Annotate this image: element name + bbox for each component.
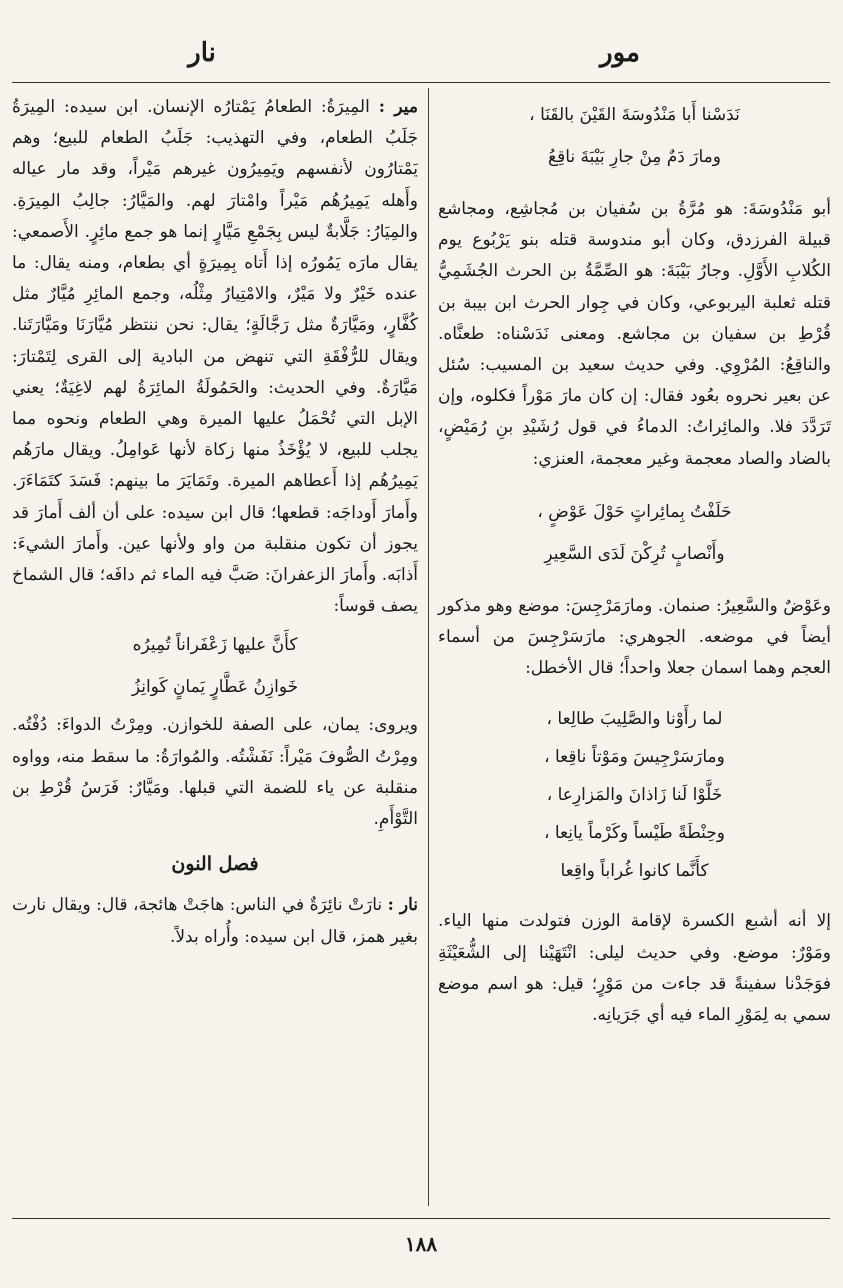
right-column [438,92,831,1031]
spacer [438,684,831,698]
verse-line: كأَنَّما كانوا غُراباً واقِعا [560,861,709,882]
entry-paragraph: وعَوْضٌ والسَّعِيرُ: صنمان. ومارَمَرْجِسَ: موضع وهو مذكور أيضاً في موضعه. الجوهري: مارَسَرْجِسَ من أسماء العجم وهما اسمان جعلا واحداً؛ قال الأخطل: [438,595,831,679]
verse-line: كأَنَّ عليها زَعْفَراناً تُمِيرُه [132,635,298,656]
header-rule [12,82,830,83]
entry-paragraph: ويروى: يمان، على الصفة للخوازن. ومِرْتُ الدواءَ: دُفْتُه. ومِرْتُ الصُّوفَ مَيْراً: نَفَشْتُه. والمُوارَةُ: ما سقط منه، وواوه منقلبة عن ياء للضمة التي قبلها. ومَيَّارٌ: فَرَسُ قُرْطِ بن التَّوْأَمِ. [12,715,418,830]
spacer [438,577,831,591]
verse-line: خَلَّوْا لَنا زَاذانَ والمَزارِعا ، [546,785,723,806]
running-head-right: مور [600,38,640,68]
column-divider [428,88,429,1206]
verse-line: خَوازِنُ عَطَّارٍ يَمانٍ كَوانِزُ [131,677,299,698]
verse-line: لما رأَوْنا والصَّلِيبَ طالِعا ، [546,709,723,730]
spacer [438,180,831,194]
headword: مير : [378,97,418,117]
verse-line: حَلَفْتُ بِمائِراتٍ حَوْلَ عَوْضٍ ، [537,501,732,522]
running-head-left: نار [188,38,216,68]
footer-rule [12,1218,830,1219]
verse-line: وحِنْطَةً طَيْساً وكَرْماً يانِعا ، [543,823,725,844]
verse-line: ومارَ دَمٌ مِنْ جارِ بَيْبَةَ ناقِعُ [548,147,721,167]
entry-paragraph [12,92,418,622]
spacer [438,892,831,906]
entry-text: نارَتْ نائِرَةٌ في الناس: هاجَتْ هائجة، قال: ويقال نارت بغير همز، قال ابن سيده: وأُراه بدلاً. [12,895,418,947]
entry-text: المِيرَةُ: الطعامُ يَمْتارُه الإنسان. ابن سيده: المِيرَةُ جَلَبُ الطعام، وفي التهذيب: جَلَبُ الطعام للبيع؛ وهم يَمْتارُون لأنفسهم ويَمِيرُون غيرهم مَيْراً، وقد مار عياله وأَهله يَمِيرُهُم مَيْراً وامْتارَ لهم. والمَيَّارُ: جالِبُ المِيرَةِ. والمِيَارُ: جَلَّابةٌ ليس بِجَمْعِ مَيَّارٍ إنما هو جمع مائِرٍ. الأَصمعي: يقال مارَه يَمُورُه إذا أَتاه بِمِيرَةٍ أي بطعام، ومنه يقال: ما عنده خَيْرٌ ولا مَيْرٌ، والامْتِيارُ مِثْلُه، وجمع المائِرِ مُيَّارٌ مثل كُفَّارٍ، ومَيَّارَةٌ مثل رَجَّالَةٍ؛ يقال: نحن ننتظر مُيَّارَنَا ومَيَّارَتَنا. ويقال للرُّفْقَةِ التي تنهض من البادية إلى القرى لِتَمْتارَ: مَيَّارَةٌ. وفي الحديث: والحَمُولَةُ المائِرَةُ لهم لاغِيَةٌ؛ يعني الإبل التي تُحْمَلُ عليها الميرة وهي الطعام ونحوه مما يجلب للبيع، لا يُؤْخَذُ منها زكاة لأنها عَوامِلُ. ويقال مارَهُم يَمِيرُهُم إذا أَعطاهم الميرة. وتَمَايَرَ ما بينهم: فَسَدَ كتَمَاءَرَ. وأَمارَ أَوداجَه: قطعها؛ قال ابن سيده: على أن ألف أَمارَ قد يجوز أن تكون منقلبة من واو ولأنها عين. وأَمارَ الشيءَ: أَذابَه. وأَمارَ الزعفرانَ: صَبَّ فيه الماء ثم دافَه؛ قال الشماخ يصف قوساً: [12,97,418,617]
verse-line: وأَنْصابٍ تُرِكْنَ لَدَى السَّعِيرِ [544,543,725,564]
entry-paragraph: أبو مَنْدُوسَةَ: هو مُرَّةُ بن سُفيان بن مُجاشِع، ومجاشع قبيلة الفرزدق، وكان أبو مندوسة قتله بنو يَرْبُوع يوم الكُلابِ الأَوَّلِ. وجارُ بَيْبَةَ: هو الصِّمَّةُ بن الحرث الجُشَمِيُّ قتله ثعلبة اليربوعي، وكان في جِوار الحرث ابن بيبة بن قُرْطِ بن سفيان بن مجاشع. ومعنى نَدَسْناه: طعنَّاه. والناقِعُ: المُرْوِي. وفي حديث سعيد بن المسيب: سُئل عن بعير نحروه بعُود فقال: إن كان مارَ مَوْراً فكلوه، وإن تَرَدَّدَ فلا. والمائِراتُ: الدماءُ في قول رُشَيْدِ بنِ رُمَيْضٍ، بالضاد والصاد معجمة وغير معجمة، العنزي: [438,199,831,469]
page-number: ١٨٨ [404,1232,438,1256]
spacer [438,475,831,489]
verse-line: ومارَسَرْجِيسَ ومَوْتاً ناقِعا ، [544,747,725,768]
headword: نار : [387,895,418,916]
entry-paragraph [12,890,418,952]
entry-paragraph: إلا أنه أشبع الكسرة لإقامة الوزن فتولدت منها الياء. ومَوْرٌ: موضع. وفي حديث ليلى: انْتَهَيْنا إلى الشُّعَيْثَةِ فوَجَدْنا سفينةً قد جاءت من مَوْرٍ؛ قيل: هو اسم موضع سمي به لِمَوْرِ الماء فيه أي جَرَيانِه. [438,911,831,1026]
verse-line: نَدَسْنا أَبا مَنْدُوسَةَ القَيْنَ بالقَنَا ، [529,105,740,125]
section-title: فصل النون [171,853,259,876]
left-column [12,92,418,953]
